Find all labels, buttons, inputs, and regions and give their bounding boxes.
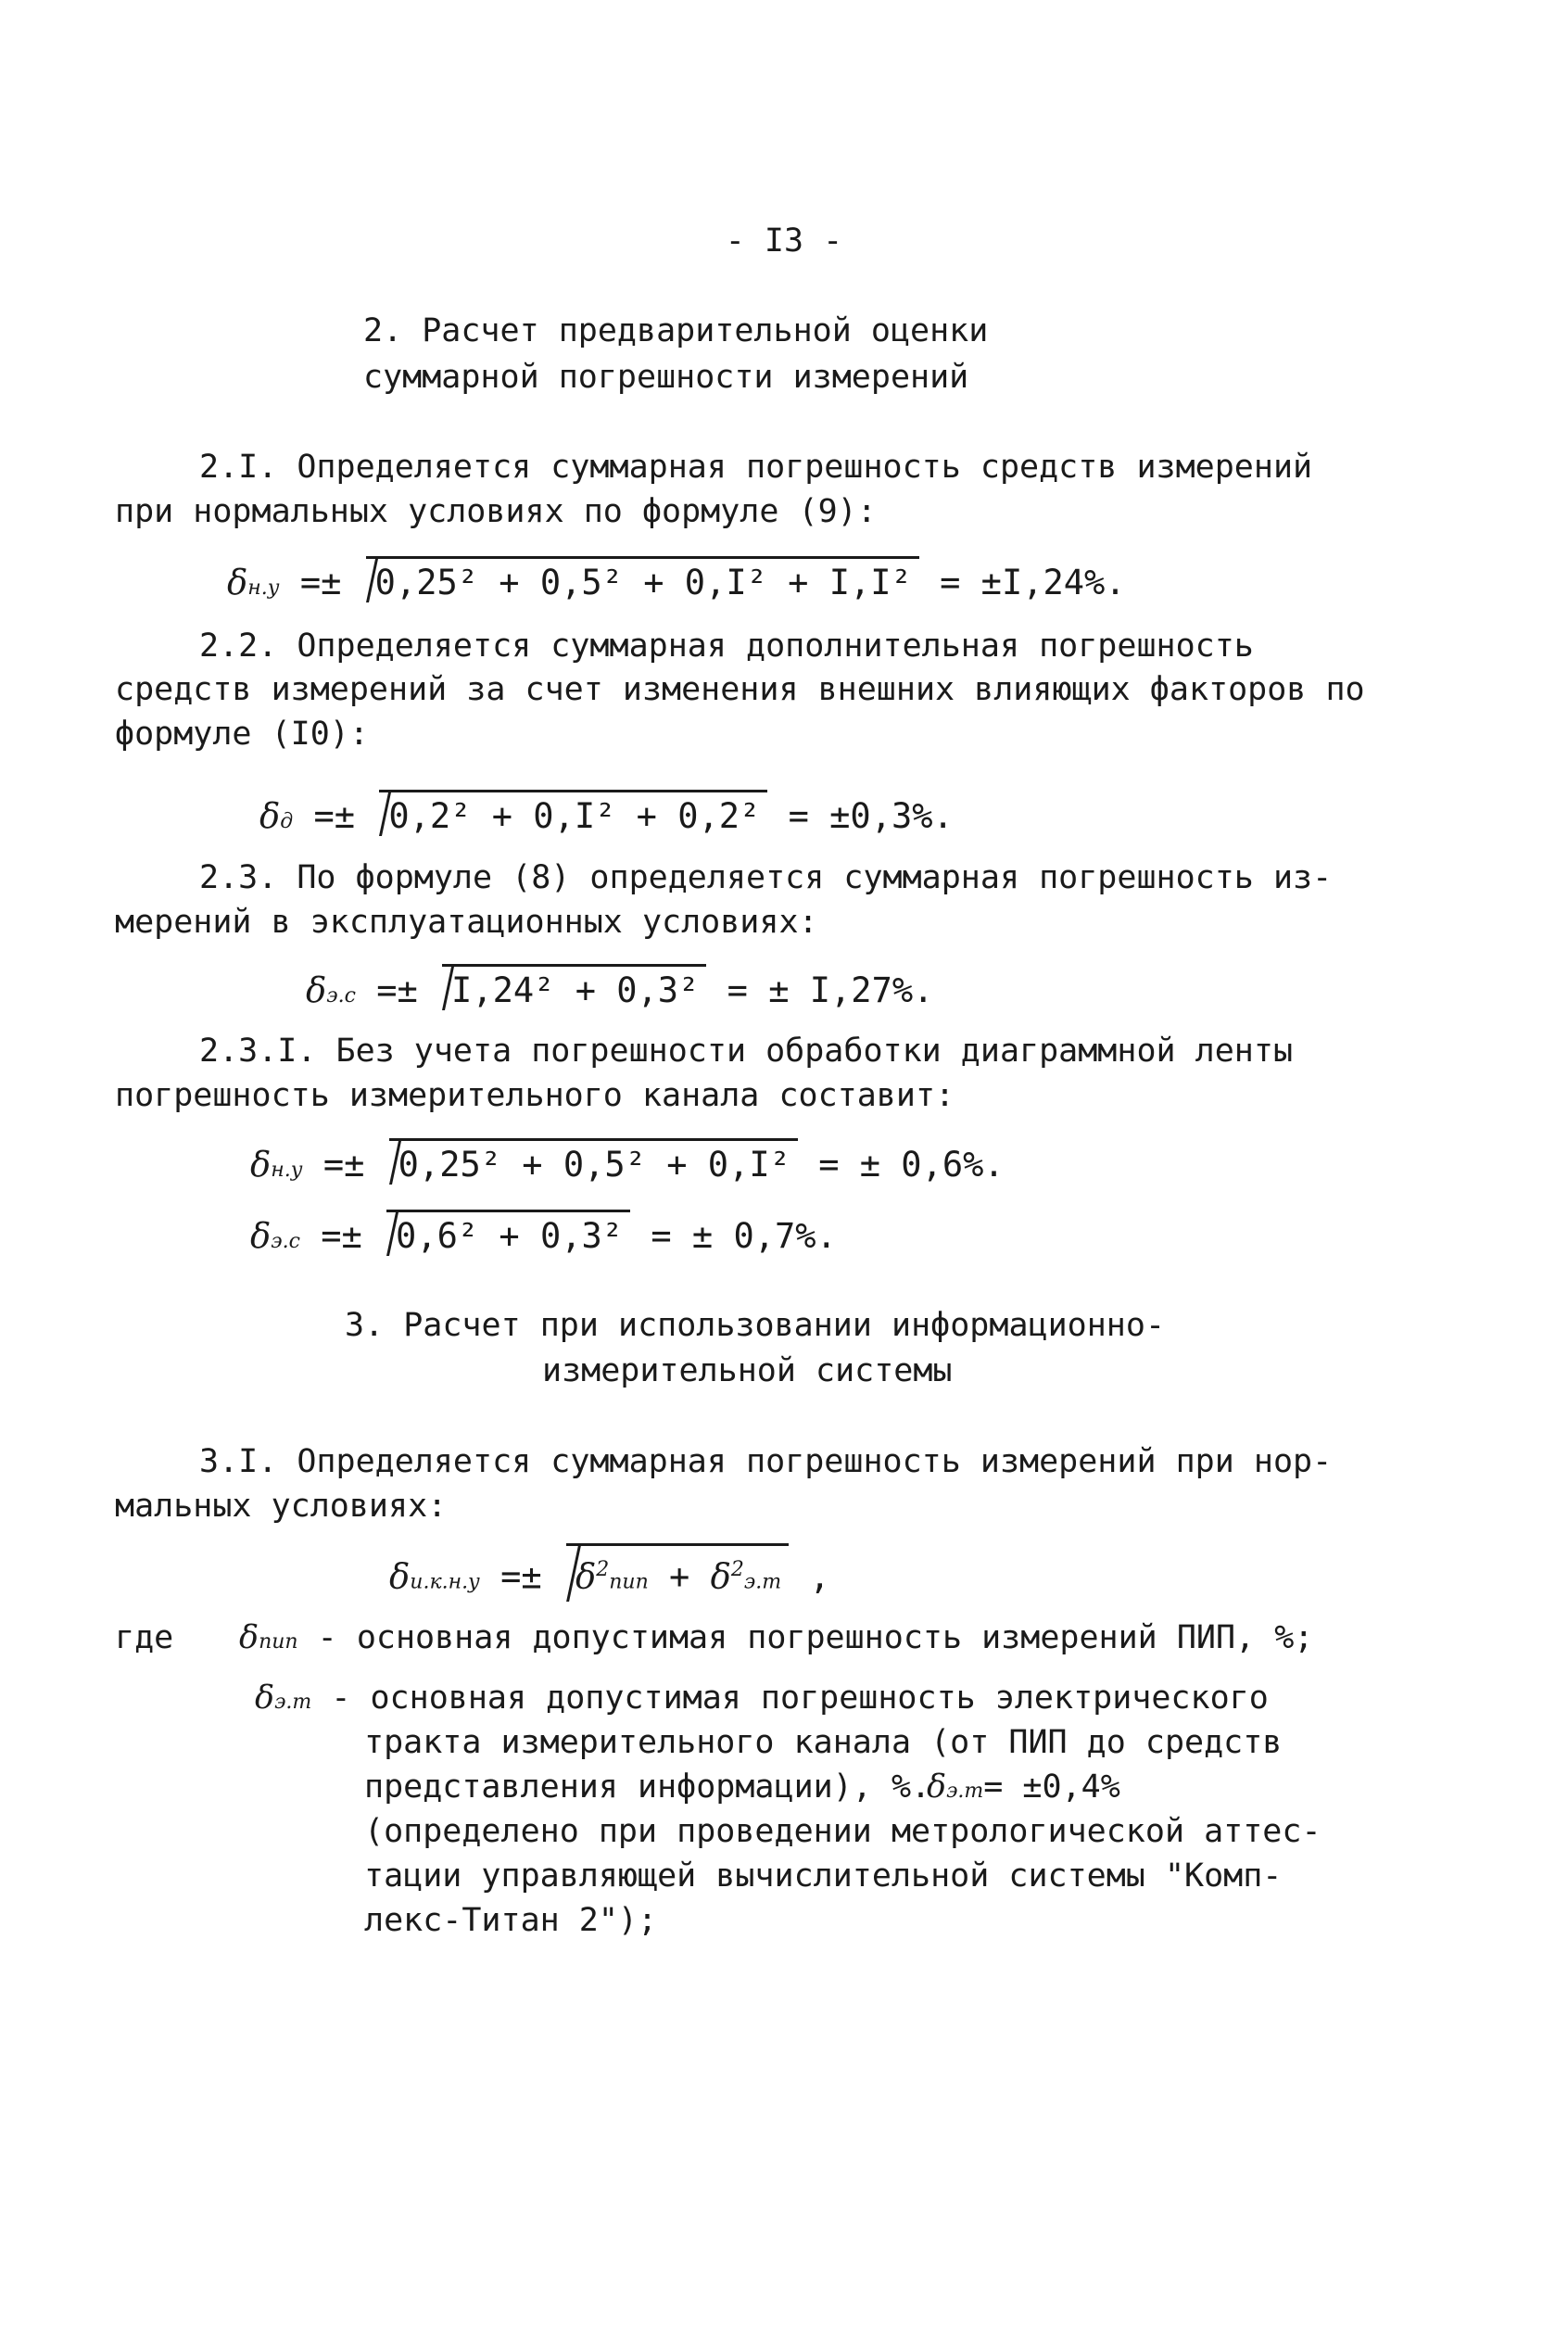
formula-equals: =± xyxy=(322,1145,365,1185)
paragraph-2-1-line-1: 2.I. Определяется суммарная погрешность средств измерений xyxy=(199,449,1313,486)
term-1-symbol: δ xyxy=(575,1556,597,1597)
section-2-title-line-2: суммарной погрешности измерений xyxy=(363,359,969,396)
value-symbol: δ xyxy=(927,1768,947,1806)
formula-ims-error xyxy=(389,1543,830,1604)
paragraph-2-2-line-1: 2.2. Определяется суммарная дополнительная погрешность xyxy=(199,627,1254,665)
formula-channel-nominal xyxy=(250,1138,1005,1193)
definition-et-line-2: тракта измерительного канала (от ПИП до средств xyxy=(364,1724,1283,1761)
formula-radical xyxy=(566,1543,789,1604)
term-2-symbol: δ xyxy=(710,1556,731,1597)
formula-subscript: н.у xyxy=(247,577,280,600)
definition-et-value xyxy=(927,1767,1120,1812)
where-word: где xyxy=(115,1619,174,1656)
term-2-subscript: э.т xyxy=(743,1570,782,1594)
formula-result: = ±I,24%. xyxy=(940,563,1126,602)
formula-symbol: δ xyxy=(306,970,327,1010)
formula-result: = ± I,27%. xyxy=(727,970,934,1010)
formula-operating-error xyxy=(306,964,933,1019)
formula-symbol: δ xyxy=(259,796,281,836)
formula-equals: =± xyxy=(299,563,342,602)
formula-result: = ±0,3%. xyxy=(788,796,954,836)
formula-subscript: и.к.н.у xyxy=(410,1570,480,1594)
formula-nominal-error xyxy=(227,556,1126,611)
formula-radical: I,24² + 0,3² xyxy=(442,964,706,1013)
value-text: = ±0,4% xyxy=(983,1768,1120,1806)
formula-symbol: δ xyxy=(250,1216,272,1256)
definition-pip xyxy=(239,1617,1313,1663)
formula-equals: =± xyxy=(376,970,418,1010)
paragraph-2-2-line-2: средств измерений за счет изменения внешних влияющих факторов по xyxy=(115,671,1365,708)
page-number: - I3 - xyxy=(725,222,843,260)
paragraph-2-1-line-2: при нормальных условиях по формуле (9): xyxy=(115,493,877,530)
formula-symbol: δ xyxy=(389,1556,411,1597)
formula-additional-error xyxy=(259,790,954,844)
formula-channel-operating xyxy=(250,1210,837,1264)
formula-equals: =± xyxy=(321,1216,362,1256)
plus-sign: + xyxy=(669,1556,690,1597)
formula-radical: 0,25² + 0,5² + 0,I² xyxy=(389,1138,798,1187)
formula-radical: 0,25² + 0,5² + 0,I² + I,I² xyxy=(366,556,919,605)
definition-et-line-5: тации управляющей вычислительной системы "Комп- xyxy=(364,1857,1283,1895)
section-2-title-line-1: 2. Расчет предварительной оценки xyxy=(363,312,989,349)
formula-subscript: э.с xyxy=(326,984,356,1008)
definition-et-line-6: лекс-Титан 2"); xyxy=(364,1902,658,1939)
formula-subscript: н.у xyxy=(271,1159,303,1182)
formula-equals: =± xyxy=(500,1556,542,1597)
paragraph-2-2-line-3: формуле (I0): xyxy=(115,716,369,753)
formula-result: = ± 0,6%. xyxy=(818,1145,1005,1185)
section-3-title-line-1: 3. Расчет при использовании информационно- xyxy=(345,1307,1166,1344)
definition-subscript: пип xyxy=(259,1630,298,1654)
definition-subscript: э.т xyxy=(274,1691,312,1714)
definition-et-line-4: (определено при проведении метрологической аттес- xyxy=(364,1813,1321,1850)
term-1-power: 2 xyxy=(596,1558,610,1581)
formula-subscript: э.с xyxy=(271,1230,300,1253)
term-1-subscript: пип xyxy=(609,1570,649,1594)
definition-symbol: δ xyxy=(239,1619,259,1656)
formula-radical: 0,6² + 0,3² xyxy=(386,1210,630,1259)
paragraph-3-1-line-1: 3.I. Определяется суммарная погрешность измерений при нор- xyxy=(199,1443,1333,1480)
formula-subscript: д xyxy=(280,810,294,833)
definition-text: - основная допустимая погрешность электрического xyxy=(331,1679,1269,1717)
formula-equals: =± xyxy=(313,796,356,836)
definition-et-line-3-start: представления информации), %. xyxy=(364,1768,931,1806)
term-2-power: 2 xyxy=(730,1558,744,1581)
formula-result: = ± 0,7%. xyxy=(651,1216,837,1256)
formula-symbol: δ xyxy=(227,563,248,602)
formula-symbol: δ xyxy=(250,1145,272,1185)
paragraph-3-1-line-2: мальных условиях: xyxy=(115,1488,448,1525)
paragraph-2-3-1-line-1: 2.3.I. Без учета погрешности обработки диаграммной ленты xyxy=(199,1033,1294,1070)
formula-radical: 0,2² + 0,I² + 0,2² xyxy=(379,790,767,839)
formula-end-comma: , xyxy=(809,1556,830,1597)
paragraph-2-3-line-2: мерений в эксплуатационных условиях: xyxy=(115,904,818,941)
paragraph-2-3-1-line-2: погрешность измерительного канала составит: xyxy=(115,1077,955,1114)
definition-symbol: δ xyxy=(255,1679,275,1717)
definition-text: - основная допустимая погрешность измерений ПИП, %; xyxy=(317,1619,1314,1656)
paragraph-2-3-line-1: 2.3. По формуле (8) определяется суммарная погрешность из- xyxy=(199,859,1333,896)
value-subscript: э.т xyxy=(946,1780,984,1803)
section-3-title-line-2: измерительной системы xyxy=(542,1352,953,1389)
definition-et xyxy=(255,1678,1269,1723)
